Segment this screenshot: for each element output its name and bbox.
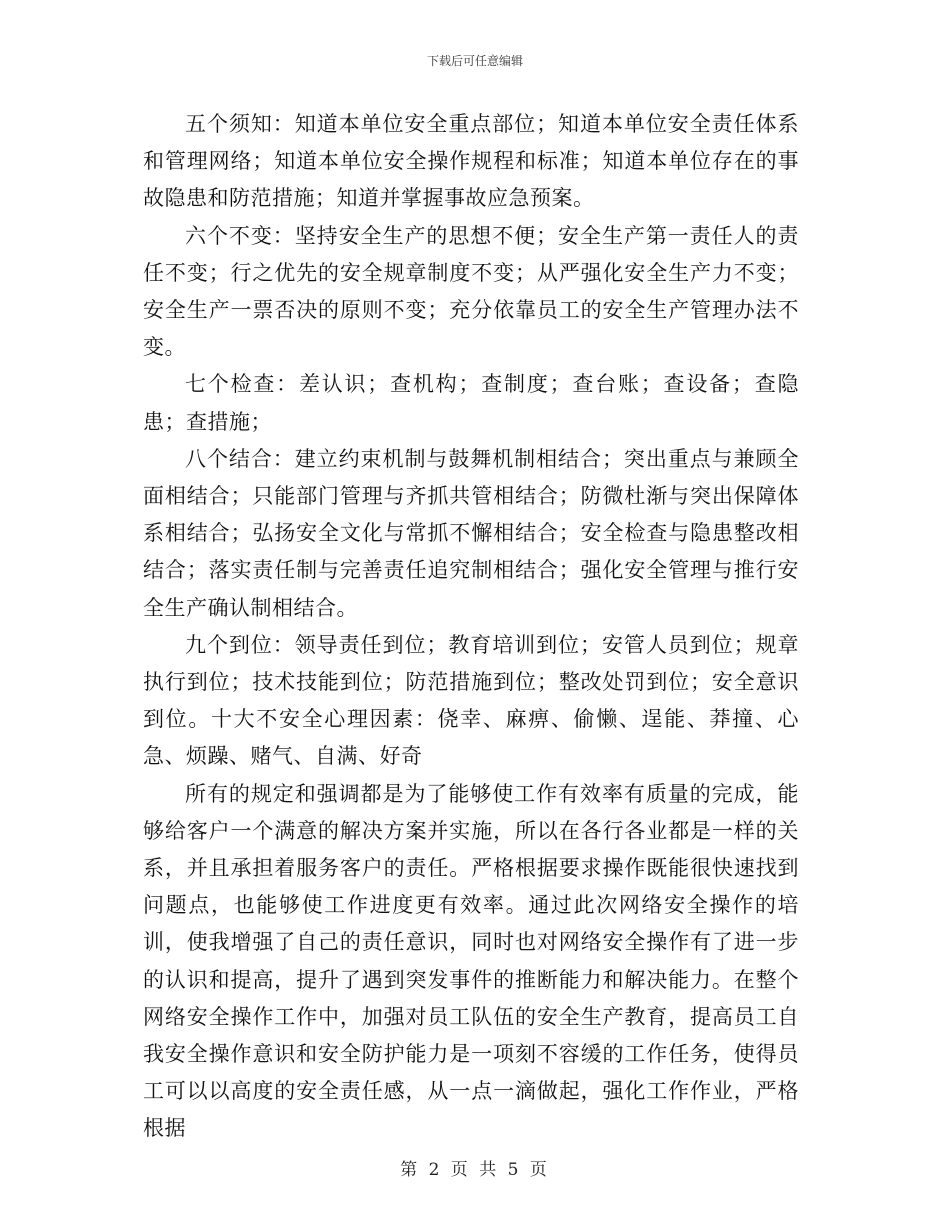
paragraph-eight-combinations: 八个结合：建立约束机制与鼓舞机制相结合；突出重点与兼顾全面相结合；只能部门管理与齐抓共管相结合；防微杜渐与突出保障体系相结合；弘扬安全文化与常抓不懈相结合；安全检查与隐患整改相结合；落实责任制与完善责任追究制相结合；强化安全管理与推行安全生产确认制相结合。 [143, 446, 799, 620]
paragraph-reflection: 所有的规定和强调都是为了能够使工作有效率有质量的完成，能够给客户一个满意的解决方案并实施，所以在各行各业都是一样的关系，并且承担着服务客户的责任。严格根据要求操作既能很快速找到问题点，也能够使工作进度更有效率。通过此次网络安全操作的培训，使我增强了自己的责任意识，同时也对网络安全操作有了进一步的认识和提高，提升了遇到突发事件的推断能力和解决能力。在整个网络安全操作工作中，加强对员工队伍的安全生产教育，提高员工自我安全操作意识和安全防护能力是一项刻不容缓的工作任务，使得员工可以以高度的安全责任感，从一点一滴做起，强化工作作业，严格根据 [143, 781, 799, 1141]
paragraph-seven-checks: 七个检查：差认识；查机构；查制度；查台账；查设备；查隐患；查措施； [143, 372, 799, 434]
paragraph-six-unchanged: 六个不变：坚持安全生产的思想不便；安全生产第一责任人的责任不变；行之优先的安全规章制度不变；从严强化安全生产力不变；安全生产一票否决的原则不变；充分依靠员工的安全生产管理办法不变。 [143, 223, 799, 360]
paragraph-five-requirements: 五个须知：知道本单位安全重点部位；知道本单位安全责任体系和管理网络；知道本单位安全操作规程和标准；知道本单位存在的事故隐患和防范措施；知道并掌握事故应急预案。 [143, 112, 799, 211]
page-header: 下载后可任意编辑 [426, 54, 523, 68]
document-body [143, 106, 799, 1148]
paragraph-nine-in-place: 九个到位：领导责任到位；教育培训到位；安管人员到位；规章执行到位；技术技能到位；防范措施到位；整改处罚到位；安全意识到位。十大不安全心理因素：侥幸、麻痹、偷懒、逞能、莽撞、心急、烦躁、赌气、自满、好奇 [143, 632, 799, 769]
page-number: 第 2 页 共 5 页 [400, 1160, 550, 1180]
